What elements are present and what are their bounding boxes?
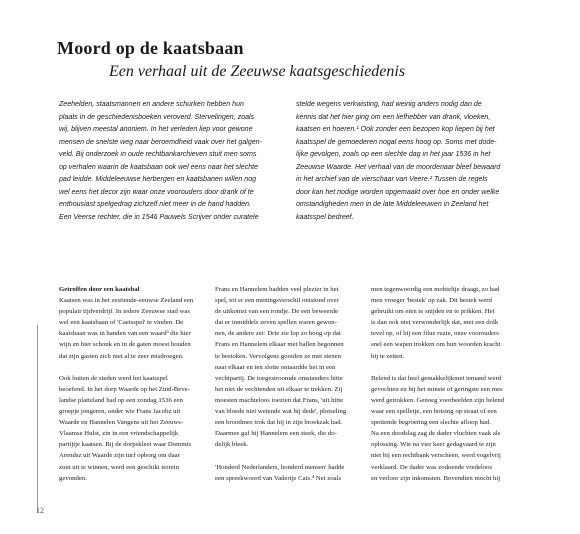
text-line: werd getrokken. Genoeg voorbeelden zijn belend bbox=[371, 396, 505, 404]
text-line: zout uit te winnen, werd een geschikt terrein bbox=[59, 463, 179, 471]
text-line: moesten machteloos toezien dat Frans, 'uit hitte bbox=[215, 396, 344, 404]
text-line: Na een doodslag zag de dader vluchten vaak als bbox=[371, 430, 501, 438]
text-line: in het archief van de vierschaar van Veere.² Tussen de regels bbox=[296, 176, 488, 183]
text-line: te bestoken. Vervolgens gooiden ze met stenen bbox=[215, 352, 342, 360]
article-subtitle: Een verhaal uit de Zeeuwse kaatsgeschiedenis bbox=[109, 63, 406, 80]
text-line: gevochten en bij het minste of geringste een mes bbox=[371, 385, 503, 393]
text-line: lijke gevolgen, zoals op een slechte dag in het jaar 1536 in het bbox=[296, 151, 491, 158]
text-line: wijn en bier schonk en in de gaten moest houden bbox=[59, 341, 191, 349]
text-line: Waarde en Hannelen Vangens uit het Zeeuws- bbox=[59, 419, 184, 427]
text-line: populair tijdverdrijf. In iedere Zeeuwse stad was bbox=[59, 308, 191, 316]
text-line: enthousiast spelgedrag zichzelf niet meer in de hand hadden. bbox=[59, 201, 251, 208]
margin-rule bbox=[37, 325, 38, 513]
intro-paragraph bbox=[296, 99, 508, 224]
text-line: groepje jongeren, onder wie Frans Jacobz uit bbox=[59, 408, 181, 416]
text-line: Vlaamse Hulst, zin in een vriendschappelijk bbox=[59, 430, 179, 438]
body-paragraph bbox=[215, 462, 367, 484]
text-line: niet bij een rechtbank verscheen, werd vogelvrij bbox=[371, 452, 501, 460]
section-heading: Getroffen door een kaatsbal bbox=[59, 286, 140, 293]
text-line: op verhalen waarin de kaatsbaan ook wel eens naar het slechte bbox=[59, 163, 259, 171]
article-title: Moord op de kaatsbaan bbox=[57, 38, 244, 58]
text-line: oplossing. Wie na vier keer gedagvaard te zijn bbox=[371, 441, 496, 449]
text-line: beoefend. In het dorp Waarde op het Zuid-Beve- bbox=[59, 385, 190, 393]
page-number: 12 bbox=[36, 506, 44, 515]
text-line: dat er inmiddels zeven spellen waren gewon- bbox=[215, 319, 337, 327]
text-line: stelde wegens verkwisting, had weinig anders nodig dan de bbox=[296, 101, 482, 108]
text-line: gevonden. bbox=[59, 474, 87, 482]
text-line: Frans en Hannelem elkaar met ballen begonnen bbox=[215, 341, 344, 349]
text-line: Ook buiten de steden werd het kaatsspel bbox=[59, 374, 168, 382]
text-line: is dan ook niet verwonderlijk dat, met een dolk bbox=[371, 319, 499, 327]
text-line: omstandigheden men in de late Middeleeuwen in Zeeland het bbox=[296, 201, 489, 208]
intro-column-right bbox=[296, 99, 508, 224]
body-column-3 bbox=[371, 284, 523, 484]
intro-paragraph bbox=[59, 99, 271, 224]
intro-column-left bbox=[59, 99, 271, 224]
text-line: spel, tot er een meningsverschil ontstond over bbox=[215, 297, 339, 305]
text-line: wel een kaatsbaan of 'Caetsspel' te vinden. De bbox=[59, 319, 184, 327]
body-paragraph bbox=[59, 373, 211, 484]
text-line: pad leidde. Middeleeuwse herbergen en kaatsbanen willen nog bbox=[59, 176, 257, 183]
text-line: het niet de vechtenden uit elkaar te trekken. Zij bbox=[215, 385, 343, 393]
paragraph-gap bbox=[215, 450, 367, 461]
text-line: men vroeger 'bestek' op zak. Dit bestek werd bbox=[371, 297, 492, 305]
text-line: een broodmes trok dat hij in zijn broekzak had. bbox=[215, 419, 343, 427]
text-line: 'Honderd Nederlanders, honderd mensen' hadde bbox=[215, 463, 345, 471]
body-paragraph bbox=[215, 284, 367, 450]
text-line: kaatsspel bedreef. bbox=[296, 213, 354, 221]
text-line: Frans en Hannelem hadden veel plezier in het bbox=[215, 286, 339, 293]
text-line: Zeeuwse Waarde. Het verhaal van de moordenaar bleef bewaard bbox=[296, 163, 501, 171]
text-line: mensen de snelste weg naar beroemdheid vaak over het galgen- bbox=[59, 138, 262, 146]
body-paragraph bbox=[59, 295, 211, 362]
text-line: bij te zetten. bbox=[371, 352, 405, 360]
text-line: delijk bleek. bbox=[215, 441, 249, 449]
text-line: naar elkaar en ten slotte ontaardde het in een bbox=[215, 363, 336, 371]
text-line: kaatsspel de gemoederen nogal eens hoog op. Soms met dode- bbox=[296, 138, 497, 146]
text-line: Een Veerse rechter, die in 1546 Pauwels Scrijver onder curatele bbox=[59, 213, 259, 221]
body-column-1 bbox=[59, 284, 211, 484]
text-line: nen, de andere zei: Drie zie lop zo hoog op dat bbox=[215, 330, 341, 338]
text-line: Kaatsen was in het zestiende-eeuwse Zeeland een bbox=[59, 297, 194, 305]
text-line: de uitkomst van een rondje. De een beweerde bbox=[215, 308, 338, 316]
text-line: Belend is dat heel gemakkelijkmet iemand werd bbox=[371, 374, 502, 382]
text-line: men tegenwoordig een mobieltje draagt, zo had bbox=[371, 286, 500, 293]
text-line: partijtje kaatsen. Bij de dorpskleet waar Dommis bbox=[59, 441, 192, 449]
text-line: spottende begroeting een slechte afloop had. bbox=[371, 419, 491, 427]
text-line: kaatsen en hoeren.¹ Ook zonder een bezopen kop liepen bij het bbox=[296, 126, 495, 133]
text-line: en verloor zijn inkomsten. Bovendien mocht hij bbox=[371, 474, 501, 482]
text-line: veld. Bij onderzoek in oude rechtbankarchieven stuit men soms bbox=[59, 151, 257, 158]
text-line: een spreekwoord van Vadertje Cats.⁴ Net zoals bbox=[215, 474, 342, 482]
text-line: dat zijn gasten zich niet al te zeer misdroegen. bbox=[59, 352, 184, 360]
text-line: wel eens het decor zijn waar onze voorouders door drank of te bbox=[59, 188, 254, 196]
body-column-2 bbox=[215, 284, 367, 484]
text-line: tevel op, of bij een filue ruzie, onze voorouders bbox=[371, 330, 499, 338]
text-line: van bloede niet wetende wat hij dede', plotseling bbox=[215, 408, 347, 416]
text-line: verklaard. De dader was zodoende vredeloos bbox=[371, 463, 493, 471]
body-paragraph bbox=[371, 373, 523, 484]
text-line: Arendsz uit Waarde zijn turf opborg om daar bbox=[59, 452, 180, 460]
text-line: vechtpartij. De toegestroomde omstanders hitte bbox=[215, 374, 343, 382]
text-line: landse platteland had op een zondag 1536 een bbox=[59, 396, 183, 404]
text-line: snel een wapen trokken om hun woorden kracht bbox=[371, 341, 501, 349]
text-line: gebruikt om eten te snijden en te prikken. Het bbox=[371, 308, 495, 316]
text-line: Daarmee gaf hij Hannelem een steek, die do- bbox=[215, 430, 337, 438]
paragraph-gap bbox=[59, 362, 211, 373]
text-line: kennis dat het hier ging om een liefhebber van drank, vloeken, bbox=[296, 113, 491, 121]
text-line: kaatsbaan was in handen van een waard³ die hier bbox=[59, 330, 191, 338]
text-line: Zeehelden, staatsmannen en andere schurken hebben hun bbox=[59, 101, 244, 108]
text-line: wij, blijven meestal anoniem. In het verleden liep voor gewone bbox=[59, 126, 253, 133]
text-line: waar een spelletje, een botsing op straat of een bbox=[371, 408, 497, 416]
text-line: plaats in de geschiedenisboeken veroverd. Stervelingen, zoals bbox=[59, 113, 255, 121]
paragraph-gap bbox=[371, 362, 523, 373]
body-paragraph bbox=[371, 284, 523, 362]
text-line: door kan het nodige worden opgemaakt over hoe en onder welke bbox=[296, 188, 500, 196]
